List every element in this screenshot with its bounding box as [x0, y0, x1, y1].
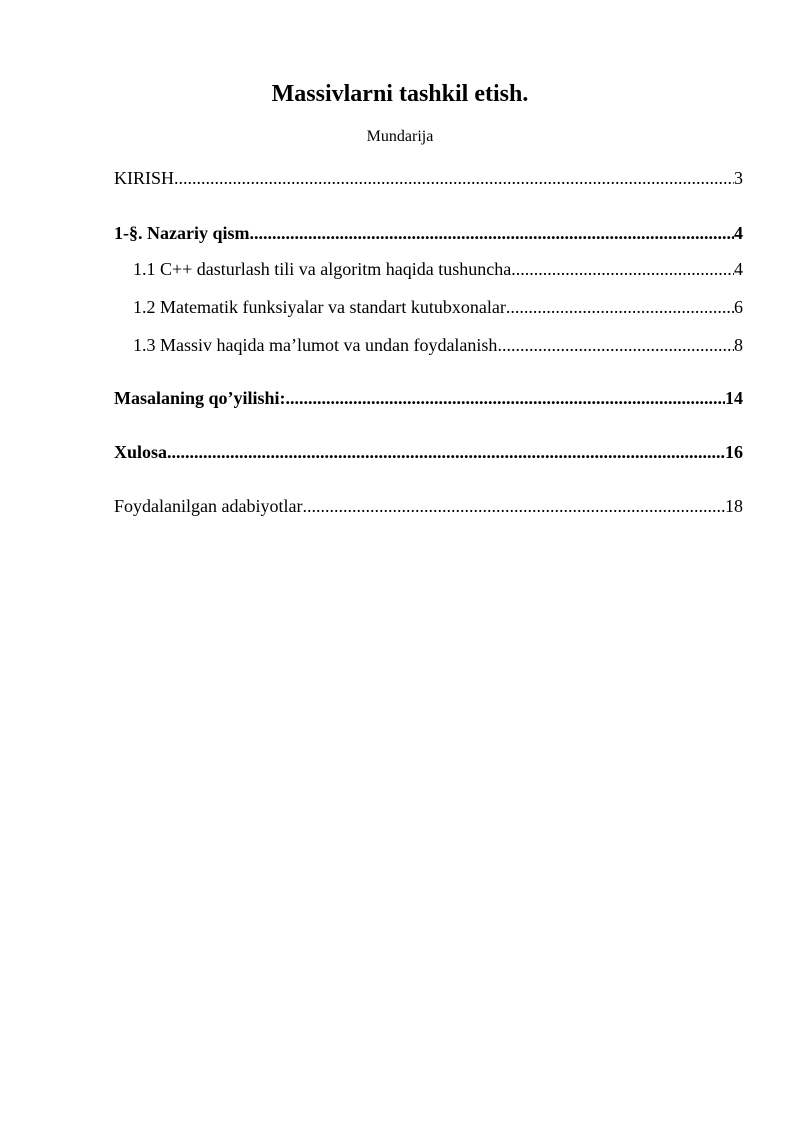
toc-page-number: 3 [734, 168, 743, 188]
toc-dot-leader [506, 295, 734, 319]
toc-page-number: 4 [734, 259, 743, 279]
toc-dot-leader [497, 333, 734, 357]
toc-dot-leader [249, 221, 734, 245]
toc-entry-label: Foydalanilgan adabiyotlar [114, 496, 303, 516]
document-title: Massivlarni tashkil etish. [271, 81, 529, 107]
toc-entry-masalaning-qoyilishi[interactable] [114, 386, 743, 410]
toc-dot-leader [167, 440, 725, 464]
toc-entry-1-3[interactable] [133, 333, 743, 357]
toc-page-number: 6 [734, 297, 743, 317]
toc-entry-label: 1.3 Massiv haqida ma’lumot va undan foydalanish [133, 335, 498, 355]
toc-dot-leader [302, 494, 725, 518]
toc-entry-foydalanilgan-adabiyotlar[interactable] [114, 494, 743, 518]
toc-entry-xulosa[interactable] [114, 440, 743, 464]
toc-entry-label: 1-§. Nazariy qism [114, 223, 250, 243]
toc-entry-1-1[interactable] [133, 257, 743, 281]
toc-page-number: 4 [734, 223, 743, 243]
toc-entry-kirish[interactable] [114, 166, 743, 190]
toc-page-number: 8 [734, 335, 743, 355]
toc-entry-label: Xulosa [114, 442, 168, 462]
toc-entry-label: Masalaning qo’yilishi: [114, 388, 286, 408]
toc-page-number: 16 [725, 442, 743, 462]
toc-entry-nazariy-qism[interactable] [114, 221, 743, 245]
toc-entry-1-2[interactable] [133, 295, 743, 319]
toc-page-number: 14 [725, 388, 743, 408]
toc-entry-label: KIRISH [114, 168, 175, 188]
toc-page-number: 18 [725, 496, 743, 516]
toc-entry-label: 1.1 C++ dasturlash tili va algoritm haqida tushuncha [133, 259, 512, 279]
toc-entry-label: 1.2 Matematik funksiyalar va standart kutubxonalar [133, 297, 506, 317]
toc-dot-leader [174, 166, 734, 190]
toc-dot-leader [286, 386, 725, 410]
toc-dot-leader [511, 257, 734, 281]
toc-heading: Mundarija [366, 128, 434, 145]
